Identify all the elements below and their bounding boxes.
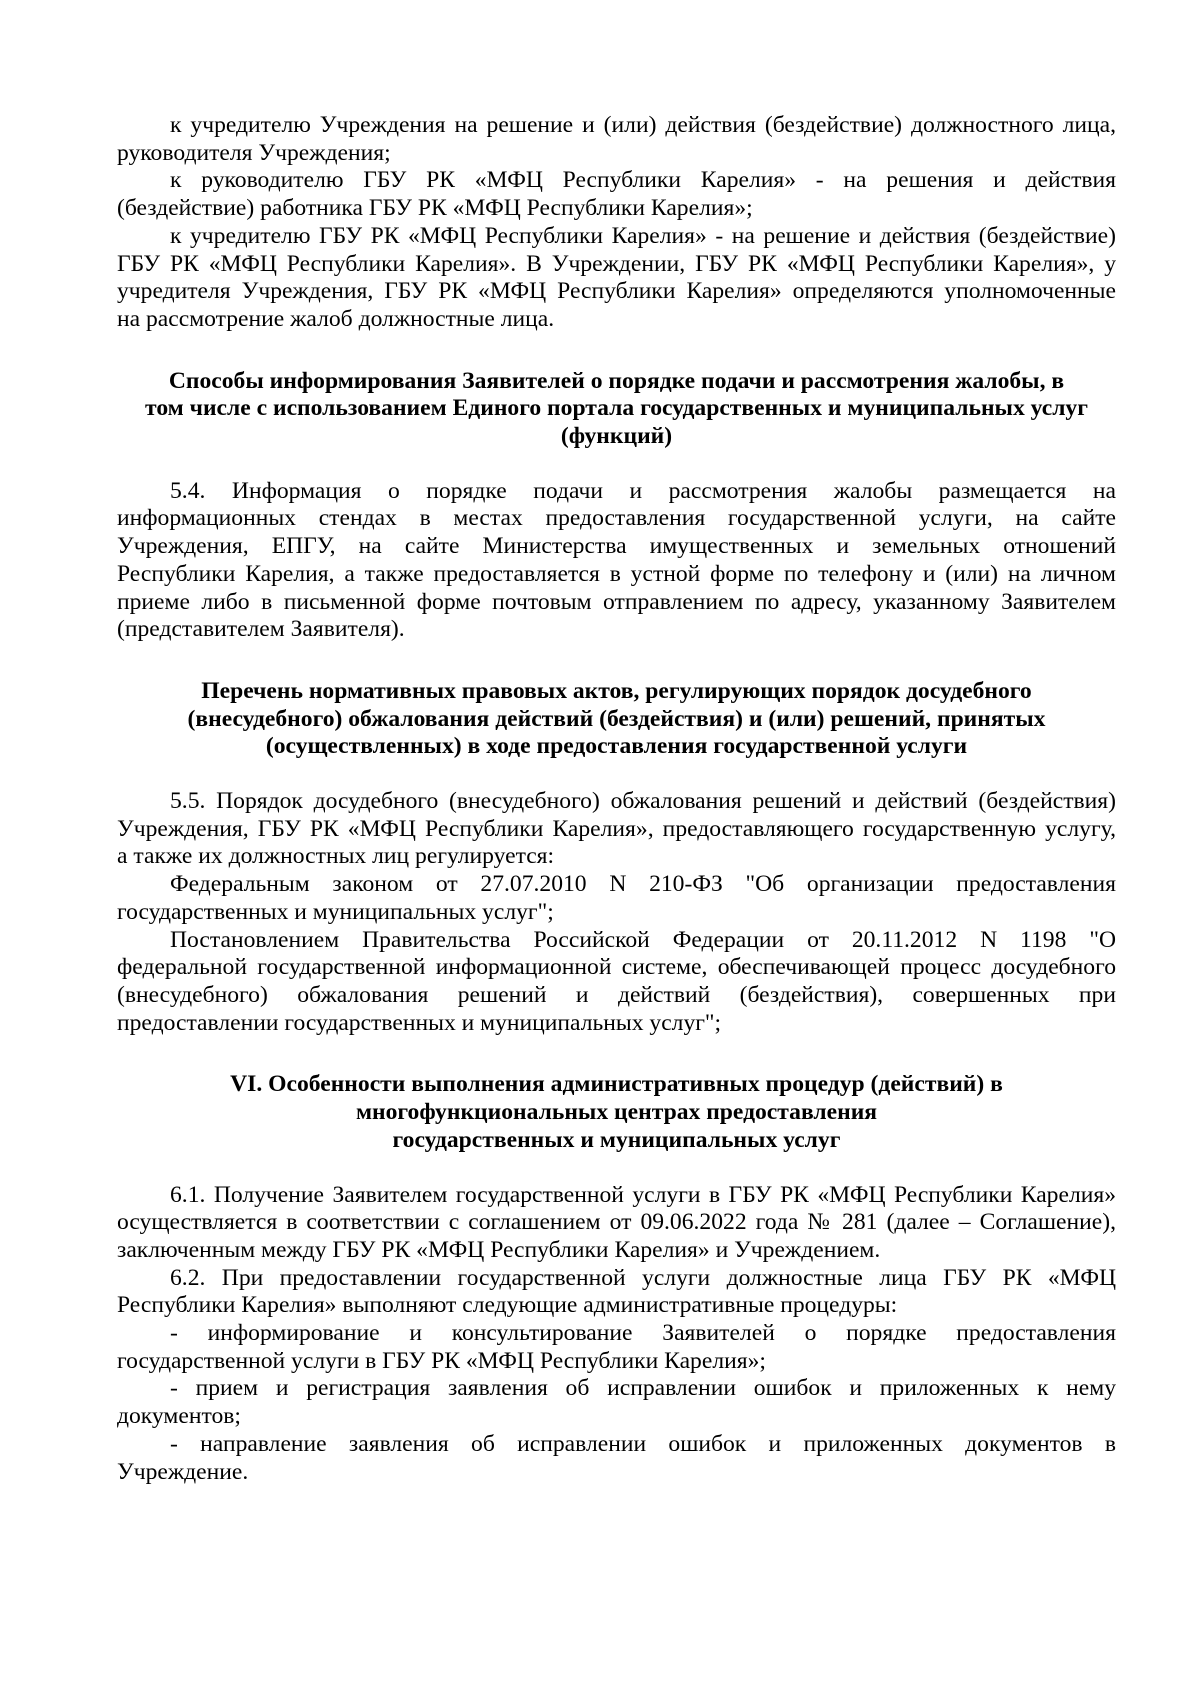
heading-line: VI. Особенности выполнения административных процедур (действий) в [230, 1071, 1003, 1098]
text-line: - прием и регистрация заявления об исправлении ошибок и приложенных к нему [170, 1375, 1116, 1402]
text-line: руководителя Учреждения; [117, 139, 391, 166]
text-line: приеме либо в письменной форме почтовым отправлением по адресу, указанному Заявителем [117, 588, 1116, 615]
list-item-forwarding [117, 1431, 1116, 1459]
list-item-registration-cont [117, 1403, 1116, 1431]
paragraph-5-4-cont [117, 561, 1116, 589]
text-line: 6.1. Получение Заявителем государственной услуги в ГБУ РК «МФЦ Республики Карелия» [170, 1181, 1116, 1208]
text-line: федеральной государственной информационной системе, обеспечивающей процесс досудебного [117, 954, 1116, 981]
list-item-registration [117, 1375, 1116, 1403]
text-line: 5.4. Информация о порядке подачи и рассмотрения жалобы размещается на [170, 477, 1116, 504]
heading-line: (функций) [560, 423, 673, 450]
paragraph-6-1-cont [117, 1237, 1116, 1265]
text-line: к руководителю ГБУ РК «МФЦ Республики Карелия» - на решения и действия [170, 167, 1116, 194]
text-line: Учреждения, ЕПГУ, на сайте Министерства имущественных и земельных отношений [117, 533, 1116, 560]
section-heading-legal-acts [117, 678, 1116, 761]
paragraph-founder-appeal-cont [117, 140, 1116, 168]
paragraph-6-2 [117, 1265, 1116, 1293]
block-mfc-procedures [117, 1182, 1116, 1487]
list-item-informing [117, 1320, 1116, 1348]
paragraph-5-4-cont [117, 505, 1116, 533]
text-line: ГБУ РК «МФЦ Республики Карелия». В Учреждении, ГБУ РК «МФЦ Республики Карелия», у [117, 250, 1116, 277]
block-appeal-recipients [117, 112, 1116, 334]
text-line: государственных и муниципальных услуг"; [117, 898, 554, 925]
paragraph-6-1 [117, 1182, 1116, 1210]
paragraph-mfc-founder-appeal-cont [117, 278, 1116, 306]
text-line: информационных стендах в местах предоставления государственной услуги, на сайте [117, 505, 1116, 532]
text-line: (внесудебного) обжалования решений и действий (бездействия), совершенных при [117, 981, 1116, 1008]
text-line: Учреждения, ГБУ РК «МФЦ Республики Карелия», предоставляющего государственную услугу, [117, 815, 1116, 842]
text-line: государственной услуги в ГБУ РК «МФЦ Республики Карелия»; [117, 1347, 766, 1374]
text-line: учредителя Учреждения, ГБУ РК «МФЦ Республики Карелия» определяются уполномоченные [117, 278, 1116, 305]
heading-line: (внесудебного) обжалования действий (бездействия) и (или) решений, принятых [187, 705, 1046, 732]
heading-line: том числе с использованием Единого портала государственных и муниципальных услуг [145, 395, 1088, 422]
text-line: предоставлении государственных и муниципальных услуг"; [117, 1009, 722, 1036]
text-line: заключенным между ГБУ РК «МФЦ Республики Карелия» и Учреждением. [117, 1236, 881, 1263]
text-line: Учреждение. [117, 1458, 249, 1485]
paragraph-government-decree-cont [117, 1010, 1116, 1038]
paragraph-6-2-cont [117, 1292, 1116, 1320]
paragraph-founder-appeal [117, 112, 1116, 140]
paragraph-5-5-cont [117, 843, 1116, 871]
paragraph-federal-law [117, 871, 1116, 899]
text-line: 5.5. Порядок досудебного (внесудебного) обжалования решений и действий (бездействия) [170, 788, 1116, 815]
text-line: (бездействие) работника ГБУ РК «МФЦ Республики Карелия»; [117, 195, 753, 222]
paragraph-mfc-founder-appeal-cont [117, 306, 1116, 334]
paragraph-5-4-cont [117, 589, 1116, 617]
list-item-forwarding-cont [117, 1459, 1116, 1487]
paragraph-government-decree-cont [117, 982, 1116, 1010]
document-page [117, 112, 1116, 1486]
section-heading-informing [117, 368, 1116, 451]
text-line: Постановлением Правительства Российской Федерации от 20.11.2012 N 1198 "О [170, 926, 1116, 953]
block-legal-acts [117, 788, 1116, 1037]
heading-line: (осуществленных) в ходе предоставления государственной услуги [265, 733, 968, 760]
text-line: Республики Карелия, а также предоставляется в устной форме по телефону и (или) на личном [117, 560, 1116, 587]
text-line: а также их должностных лиц регулируется: [117, 843, 555, 870]
text-line: на рассмотрение жалоб должностные лица. [117, 305, 555, 332]
heading-line: Перечень нормативных правовых актов, регулирующих порядок досудебного [201, 677, 1032, 704]
paragraph-federal-law-cont [117, 899, 1116, 927]
text-line: к учредителю ГБУ РК «МФЦ Республики Карелия» - на решение и действия (бездействие) [170, 222, 1116, 249]
text-line: 6.2. При предоставлении государственной услуги должностные лица ГБУ РК «МФЦ [170, 1264, 1116, 1291]
text-line: документов; [117, 1403, 241, 1430]
paragraph-mfc-head-appeal-cont [117, 195, 1116, 223]
paragraph-mfc-founder-appeal [117, 223, 1116, 251]
paragraph-5-4 [117, 478, 1116, 506]
heading-line: многофункциональных центрах предоставления [355, 1099, 878, 1126]
paragraph-mfc-head-appeal [117, 167, 1116, 195]
text-line: - информирование и консультирование Заявителей о порядке предоставления [170, 1320, 1116, 1347]
list-item-informing-cont [117, 1348, 1116, 1376]
text-line: осуществляется в соответствии с соглашением от 09.06.2022 года № 281 (далее – Соглашение), [117, 1209, 1116, 1236]
text-line: - направление заявления об исправлении ошибок и приложенных документов в [170, 1430, 1116, 1457]
paragraph-5-5 [117, 788, 1116, 816]
paragraph-mfc-founder-appeal-cont [117, 251, 1116, 279]
text-line: к учредителю Учреждения на решение и (или) действия (бездействие) должностного лица, [170, 112, 1116, 138]
text-line: (представителем Заявителя). [117, 616, 405, 643]
heading-line: государственных и муниципальных услуг [392, 1126, 841, 1153]
paragraph-government-decree-cont [117, 954, 1116, 982]
text-line: Республики Карелия» выполняют следующие административные процедуры: [117, 1292, 898, 1319]
section-heading-vi-mfc [117, 1071, 1116, 1154]
paragraph-6-1-cont [117, 1209, 1116, 1237]
block-informing [117, 478, 1116, 644]
text-line: Федеральным законом от 27.07.2010 N 210-ФЗ "Об организации предоставления [170, 871, 1116, 898]
paragraph-government-decree [117, 927, 1116, 955]
heading-line: Способы информирования Заявителей о порядке подачи и рассмотрения жалобы, в [168, 367, 1065, 394]
paragraph-5-4-cont [117, 533, 1116, 561]
paragraph-5-5-cont [117, 816, 1116, 844]
paragraph-5-4-cont [117, 616, 1116, 644]
